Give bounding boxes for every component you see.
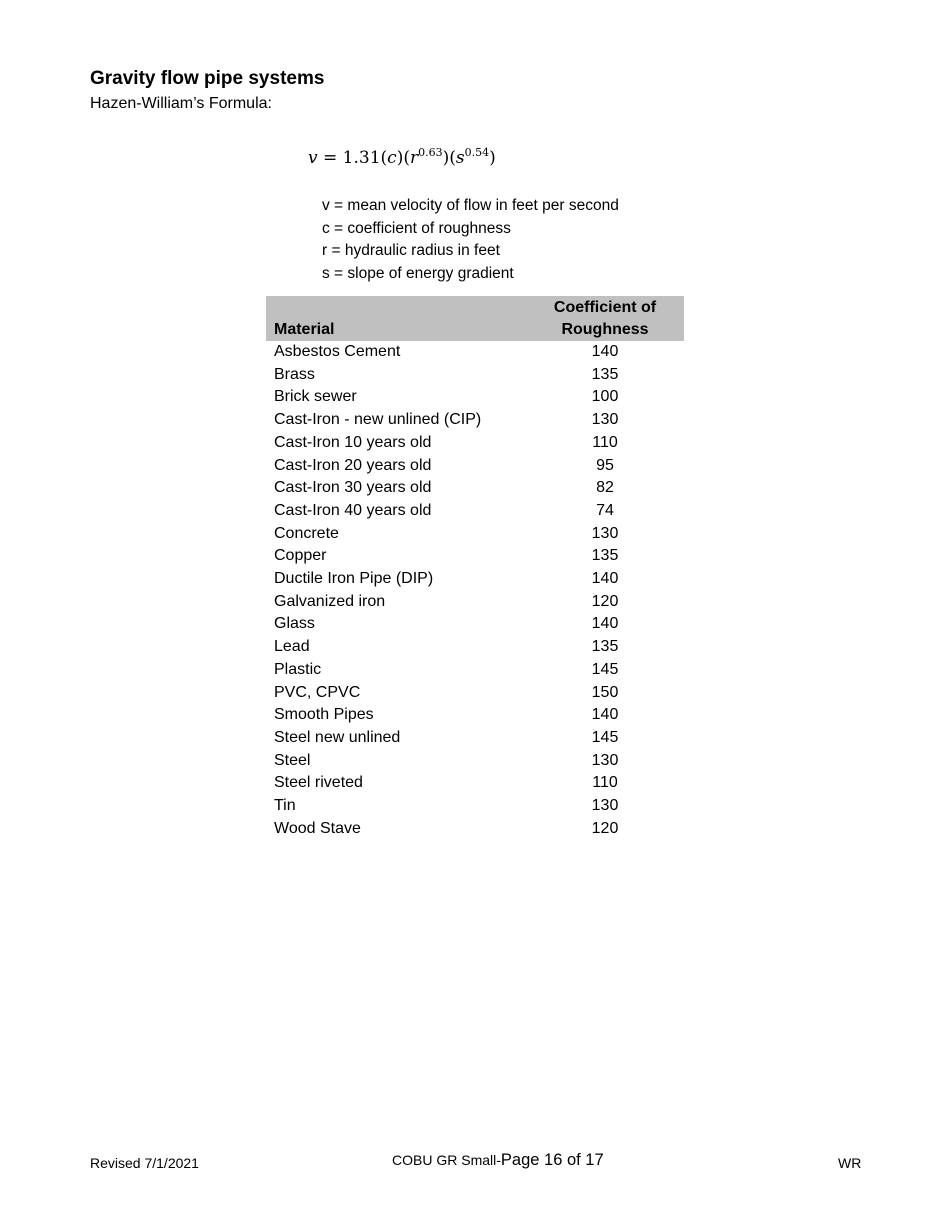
coefficient-cell: 74	[596, 501, 614, 519]
table-row	[266, 341, 684, 364]
formula-v: v	[308, 148, 318, 168]
table-row	[266, 727, 684, 750]
material-cell: Lead	[274, 638, 310, 656]
material-cell: Plastic	[274, 660, 322, 678]
variable-definitions	[322, 195, 619, 286]
formula-s-exponent: 0.54	[464, 146, 490, 159]
definition-s: s = slope of energy gradient	[322, 265, 514, 283]
table-row	[266, 568, 684, 591]
page-heading: Gravity flow pipe systems	[90, 68, 325, 89]
coefficient-cell: 100	[591, 388, 619, 406]
formula-r-exponent: 0.63	[418, 146, 443, 159]
material-cell: Steel riveted	[274, 774, 363, 792]
coefficient-cell: 150	[591, 683, 619, 701]
coefficient-cell: 145	[591, 660, 619, 678]
coefficient-cell: 130	[591, 797, 619, 815]
header-coefficient	[526, 296, 684, 341]
material-cell: Cast-Iron 20 years old	[274, 456, 432, 474]
material-cell: Asbestos Cement	[274, 343, 401, 360]
coefficient-cell: 135	[591, 638, 619, 656]
material-cell: Concrete	[274, 524, 339, 542]
coefficient-cell: 140	[591, 615, 619, 633]
header-coefficient-line1: Coefficient of	[553, 299, 657, 316]
table-row	[266, 545, 684, 568]
coefficient-cell: 145	[591, 728, 619, 746]
coefficient-cell: 135	[591, 365, 619, 383]
coefficient-cell: 110	[592, 774, 618, 792]
table-row	[266, 795, 684, 818]
footer-doc-name: COBU GR Small-	[392, 1152, 501, 1168]
table-row	[266, 477, 684, 500]
material-cell: Glass	[274, 615, 315, 633]
coefficient-cell: 110	[592, 433, 618, 451]
table-row	[266, 364, 684, 387]
header-material: Material	[266, 296, 526, 341]
material-cell: Steel	[274, 751, 311, 769]
definition-r: r = hydraulic radius in feet	[322, 242, 500, 260]
table-row	[266, 704, 684, 727]
table-row	[266, 636, 684, 659]
coefficient-cell: 130	[591, 411, 619, 429]
formula-coefficient: = 1.31(	[317, 148, 388, 168]
table-row	[266, 818, 684, 841]
footer-page-number: Page 16 of 17	[500, 1151, 604, 1169]
material-cell: Smooth Pipes	[274, 706, 374, 724]
table-row	[266, 432, 684, 455]
table-row	[266, 772, 684, 795]
coefficient-cell: 140	[591, 570, 619, 588]
material-cell: Brass	[274, 365, 315, 383]
material-cell: PVC, CPVC	[274, 683, 361, 701]
table-row	[266, 386, 684, 409]
formula-caption: Hazen-William’s Formula:	[90, 95, 272, 112]
coefficient-cell: 140	[591, 343, 619, 360]
table-row	[266, 613, 684, 636]
material-cell: Tin	[274, 797, 296, 815]
definition-c: c = coefficient of roughness	[322, 219, 511, 237]
material-cell: Brick sewer	[274, 388, 357, 406]
material-cell: Cast-Iron - new unlined (CIP)	[274, 411, 482, 429]
footer-revised: Revised 7/1/2021	[90, 1155, 199, 1171]
table-row	[266, 659, 684, 682]
hazen-williams-formula	[308, 148, 496, 168]
table-row	[266, 591, 684, 614]
table-header-row	[266, 296, 684, 341]
table-row	[266, 682, 684, 705]
coefficient-cell: 120	[591, 819, 619, 837]
table-row	[266, 409, 684, 432]
coefficient-cell: 135	[591, 547, 619, 565]
coefficient-cell: 95	[596, 456, 614, 474]
coefficient-cell: 120	[591, 592, 619, 610]
footer-initials: WR	[838, 1155, 862, 1171]
table-row	[266, 750, 684, 773]
formula-paren: )(	[396, 148, 410, 168]
material-cell: Cast-Iron 10 years old	[274, 433, 432, 451]
coefficient-cell: 82	[596, 479, 614, 497]
material-cell: Copper	[274, 547, 327, 565]
coefficient-cell: 140	[591, 706, 619, 724]
material-cell: Wood Stave	[274, 819, 361, 837]
material-cell: Cast-Iron 40 years old	[274, 501, 432, 519]
material-cell: Steel new unlined	[274, 728, 401, 746]
formula-paren: )(	[442, 148, 456, 168]
coefficient-cell: 130	[591, 751, 619, 769]
table-row	[266, 500, 684, 523]
table-row	[266, 455, 684, 478]
material-cell: Ductile Iron Pipe (DIP)	[274, 570, 434, 588]
coefficient-cell: 130	[591, 524, 619, 542]
header-coefficient-line2: Roughness	[561, 321, 649, 338]
formula-paren: )	[489, 148, 496, 168]
footer-page-info	[392, 1151, 604, 1170]
definition-v: v = mean velocity of flow in feet per second	[322, 197, 619, 214]
material-cell: Galvanized iron	[274, 592, 386, 610]
table-body	[266, 341, 684, 840]
table-row	[266, 523, 684, 546]
formula-r: r	[409, 148, 419, 168]
material-cell: Cast-Iron 30 years old	[274, 479, 432, 497]
roughness-table	[266, 296, 684, 840]
formula-c: c	[387, 148, 397, 168]
formula-s: s	[455, 148, 465, 168]
